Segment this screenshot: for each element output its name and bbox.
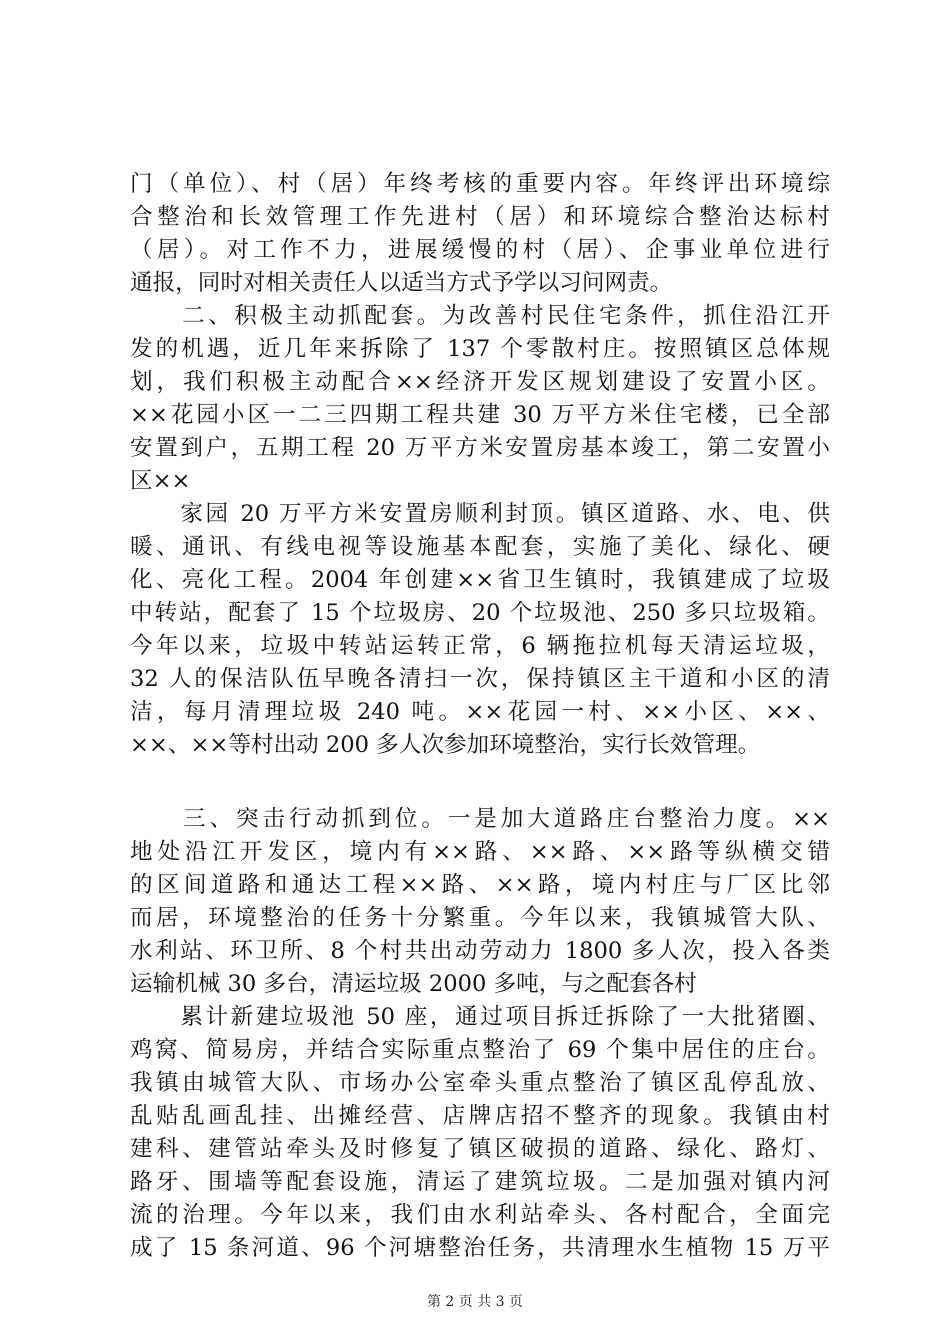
- text-line: 乱贴乱画乱挂、出摊经营、店牌店招不整齐的现象。我镇由村: [130, 1103, 830, 1129]
- text-line: 合整治和长效管理工作先进村（居）和环境综合整治达标村: [130, 204, 830, 230]
- text-line: 区××: [130, 468, 191, 494]
- text-line: 安置到户，五期工程 20 万平方米安置房基本竣工，第二安置小: [130, 435, 830, 461]
- text-line: 化、亮化工程。2004 年创建××省卫生镇时，我镇建成了垃圾: [130, 567, 830, 593]
- text-line: 家园 20 万平方米安置房顺利封顶。镇区道路、水、电、供: [130, 501, 830, 527]
- text-line: 的区间道路和通达工程××路、××路，境内村庄与厂区比邻: [130, 872, 830, 898]
- text-line: ××花园小区一二三四期工程共建 30 万平方米住宅楼，已全部: [130, 402, 830, 428]
- text-line: 成了 15 条河道、96 个河塘整治任务，共清理水生植物 15 万平: [130, 1235, 830, 1261]
- text-line: 二、积极主动抓配套。为改善村民住宅条件，抓住沿江开: [130, 303, 830, 329]
- text-line: 水利站、环卫所、8 个村共出动劳动力 1800 多人次，投入各类: [130, 938, 830, 964]
- text-line: 我镇由城管大队、市场办公室牵头重点整治了镇区乱停乱放、: [130, 1070, 830, 1096]
- text-line: 中转站，配套了 15 个垃圾房、20 个垃圾池、250 多只垃圾箱。: [130, 600, 830, 626]
- text-line: ××、××等村出动 200 多人次参加环境整治，实行长效管理。: [130, 732, 761, 758]
- text-line: 今年以来，垃圾中转站运转正常，6 辆拖拉机每天清运垃圾，: [130, 633, 830, 659]
- text-line: 通报，同时对相关责任人以适当方式予学以习问网责。: [130, 270, 673, 296]
- text-line: 洁，每月清理垃圾 240 吨。××花园一村、××小区、××、: [130, 699, 830, 725]
- text-line: 运输机械 30 多台，清运垃圾 2000 多吨，与之配套各村: [130, 971, 697, 997]
- text-line: 门（单位）、村（居）年终考核的重要内容。年终评出环境综: [130, 171, 830, 197]
- text-line: 路牙、围墙等配套设施，清运了建筑垃圾。二是加强对镇内河: [130, 1169, 830, 1195]
- text-line: 建科、建管站牵头及时修复了镇区破损的道路、绿化、路灯、: [130, 1136, 830, 1162]
- text-line: 地处沿江开发区，境内有××路、××路、××路等纵横交错: [130, 839, 830, 865]
- text-line: 三、突击行动抓到位。一是加大道路庄台整治力度。××: [130, 806, 830, 832]
- text-line: 划，我们积极主动配合××经济开发区规划建设了安置小区。: [130, 369, 830, 395]
- text-line: （居）。对工作不力，进展缓慢的村（居）、企事业单位进行: [130, 237, 830, 263]
- text-line: 暖、通讯、有线电视等设施基本配套，实施了美化、绿化、硬: [130, 534, 830, 560]
- text-line: 32 人的保洁队伍早晚各清扫一次，保持镇区主干道和小区的清: [130, 666, 830, 692]
- text-line: 累计新建垃圾池 50 座，通过项目拆迁拆除了一大批猪圈、: [130, 1004, 830, 1030]
- text-line: 流的治理。今年以来，我们由水利站牵头、各村配合，全面完: [130, 1202, 830, 1228]
- text-line: 鸡窝、简易房，并结合实际重点整治了 69 个集中居住的庄台。: [130, 1037, 830, 1063]
- text-line: 而居，环境整治的任务十分繁重。今年以来，我镇城管大队、: [130, 905, 830, 931]
- page-number-footer: 第 2 页 共 3 页: [426, 1294, 524, 1310]
- text-line: 发的机遇，近几年来拆除了 137 个零散村庄。按照镇区总体规: [130, 336, 830, 362]
